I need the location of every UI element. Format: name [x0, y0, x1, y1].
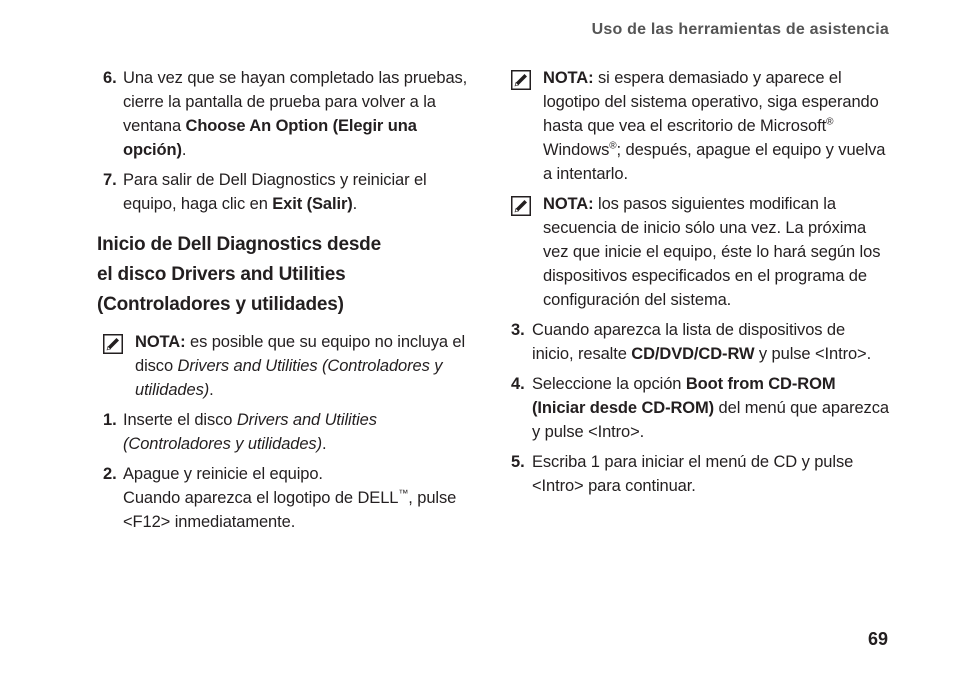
heading-line-3: (Controladores y utilidades) — [97, 294, 344, 315]
step-bold-text: CD/DVD/CD-RW — [631, 345, 755, 363]
right-column — [511, 66, 891, 504]
step-3 — [511, 318, 891, 366]
note-text: si espera demasiado y aparece el logotipo del sistema operativo, siga esperando hasta que vea el escritorio de Microsoft — [543, 69, 879, 135]
note-text: los pasos siguientes modifican la secuencia de inicio sólo una vez. La próxima vez que inicie el equipo, éste lo hará según los dispositivos especificados en el programa de configuración del sistema. — [543, 195, 881, 309]
note-pencil-icon — [103, 334, 123, 354]
step-4 — [511, 372, 891, 444]
step-number: 2. — [103, 465, 117, 483]
step-number: 6. — [103, 69, 117, 87]
note-text: es posible que su equipo no incluya el disco — [135, 333, 466, 375]
step-text: Una vez que se hayan completado las pruebas, cierre la pantalla de prueba para volver a la ventana — [123, 69, 468, 135]
step-text-end: . — [181, 141, 187, 159]
step-text: Cuando aparezca el logotipo de DELL — [123, 489, 399, 507]
step-text-end: del menú que aparezca y pulse <Intro>. — [532, 399, 889, 441]
step-text-end: y pulse <Intro>. — [754, 345, 872, 363]
step-text: Seleccione la opción — [532, 375, 686, 393]
note — [511, 192, 891, 312]
note-label: NOTA: — [135, 333, 186, 351]
step-text-end: . — [352, 195, 358, 213]
note-pencil-icon — [511, 196, 531, 216]
step-number: 3. — [511, 321, 525, 339]
heading-line-2: el disco Drivers and Utilities — [97, 264, 346, 285]
step-text-line-1: Apague y reinicie el equipo. — [123, 465, 323, 483]
note-italic-text: Drivers and Utilities (Controladores y utilidades) — [135, 357, 443, 399]
step-bold-text: Choose An Option (Elegir una opción) — [123, 117, 417, 159]
step-text-end: . — [321, 435, 327, 453]
note — [511, 66, 891, 186]
registered-symbol: ® — [609, 140, 617, 152]
trademark-symbol: ™ — [398, 488, 409, 500]
section-heading — [97, 230, 481, 320]
step-text: Escriba 1 para iniciar el menú de CD y pulse <Intro> para continuar. — [532, 453, 854, 495]
step-text-end: , pulse <F12> inmediatamente. — [123, 489, 457, 531]
note-label: NOTA: — [543, 69, 594, 87]
note-text-end: . — [209, 381, 214, 399]
step-number: 5. — [511, 453, 525, 471]
step-number: 7. — [103, 171, 117, 189]
page-number: 69 — [867, 629, 888, 649]
note-pencil-icon — [511, 70, 531, 90]
left-column — [97, 66, 481, 540]
step-2 — [103, 462, 481, 534]
step-text: Para salir de Dell Diagnostics y reiniciar el equipo, haga clic en — [123, 171, 427, 213]
step-bold-text: Exit (Salir) — [272, 195, 353, 213]
step-1 — [103, 408, 481, 456]
note — [103, 330, 481, 402]
step-italic-text: Drivers and Utilities (Controladores y utilidades) — [123, 411, 377, 453]
step-number: 4. — [511, 375, 525, 393]
note-text: ; después, apague el equipo y vuelva a intentarlo. — [543, 141, 886, 183]
step-text: Inserte el disco — [123, 411, 237, 429]
step-text: Cuando aparezca la lista de dispositivos de inicio, resalte — [532, 321, 846, 363]
step-7 — [103, 168, 481, 216]
step-6 — [103, 66, 481, 162]
heading-line-1: Inicio de Dell Diagnostics desde — [97, 234, 381, 255]
step-number: 1. — [103, 411, 117, 429]
note-label: NOTA: — [543, 195, 594, 213]
step-bold-text: Boot from CD-ROM (Iniciar desde CD-ROM) — [532, 375, 836, 417]
note-text: Windows — [543, 141, 610, 159]
running-header: Uso de las herramientas de asistencia — [591, 21, 889, 38]
registered-symbol: ® — [826, 116, 834, 128]
step-5 — [511, 450, 891, 498]
